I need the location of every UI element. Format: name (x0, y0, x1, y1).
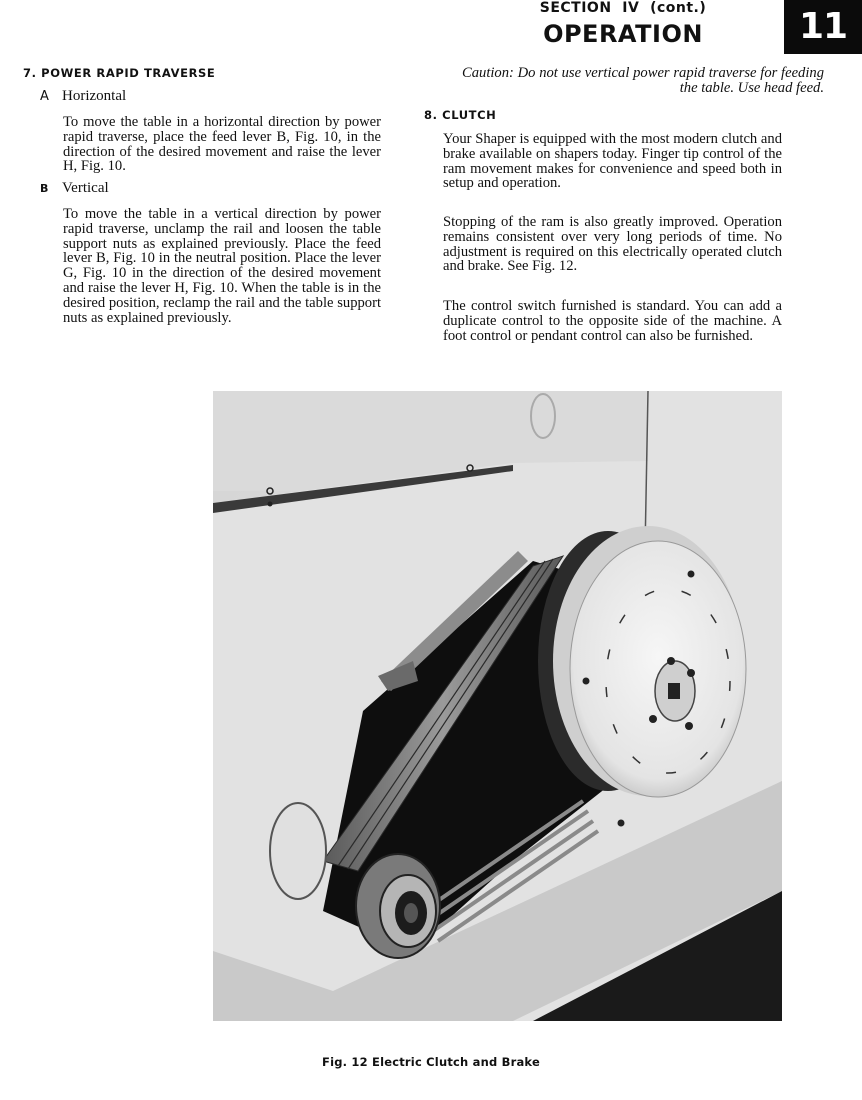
subsection-a-label: Horizontal (62, 88, 127, 104)
subsection-b-title (40, 181, 109, 197)
subsection-a-letter: A (40, 89, 49, 104)
clutch-brake-illustration (213, 391, 782, 1021)
subsection-a-text: To move the table in a horizontal direction by power rapid traverse, place the feed lever B, Fig. 10, in the direction of the desired movement and raise the lever H, Fig. 10. (63, 114, 381, 175)
section-7-heading: 7. POWER RAPID TRAVERSE (23, 66, 216, 80)
subsection-b-text: To move the table in a vertical direction by power rapid traverse, unclamp the rail and loosen the table support nuts as explained previously. Place the feed lever B, Fig. 10 in the neutral position. Place the lever G, Fig. 10 in the direction of the desired movement and raise the lever H, Fig. 10. When the table is in the desired position, reclamp the rail and the table support nuts as explained previously. (63, 206, 381, 326)
clutch-paragraph-2: Stopping of the ram is also greatly improved. Operation remains consistent over very long periods of time. No adjustment is required on this electrically operated clutch and brake. See Fig. 12. (443, 214, 782, 275)
page-title: OPERATION (543, 20, 703, 48)
page-number-badge (784, 0, 862, 54)
section-8-heading: 8. CLUTCH (424, 108, 497, 122)
subsection-a-title (40, 89, 126, 105)
page-number: 11 (798, 6, 848, 47)
section-label: SECTION IV (cont.) (539, 0, 707, 16)
caution-note: Caution: Do not use vertical power rapid traverse for feeding the table. Use head feed. (462, 65, 824, 96)
figure-caption: Fig. 12 Electric Clutch and Brake (322, 1055, 540, 1069)
clutch-paragraph-3: The control switch furnished is standard. You can add a duplicate control to the opposite side of the machine. A foot control or pendant control can also be furnished. (443, 298, 782, 344)
subsection-b-letter: B (40, 182, 49, 195)
clutch-paragraph-1: Your Shaper is equipped with the most modern clutch and brake available on shapers today. Finger tip control of the ram movement makes for convenience and speed both in setup and operation. (443, 131, 782, 192)
figure-photo-clutch-brake (213, 391, 782, 1021)
subsection-b-label: Vertical (62, 180, 109, 196)
